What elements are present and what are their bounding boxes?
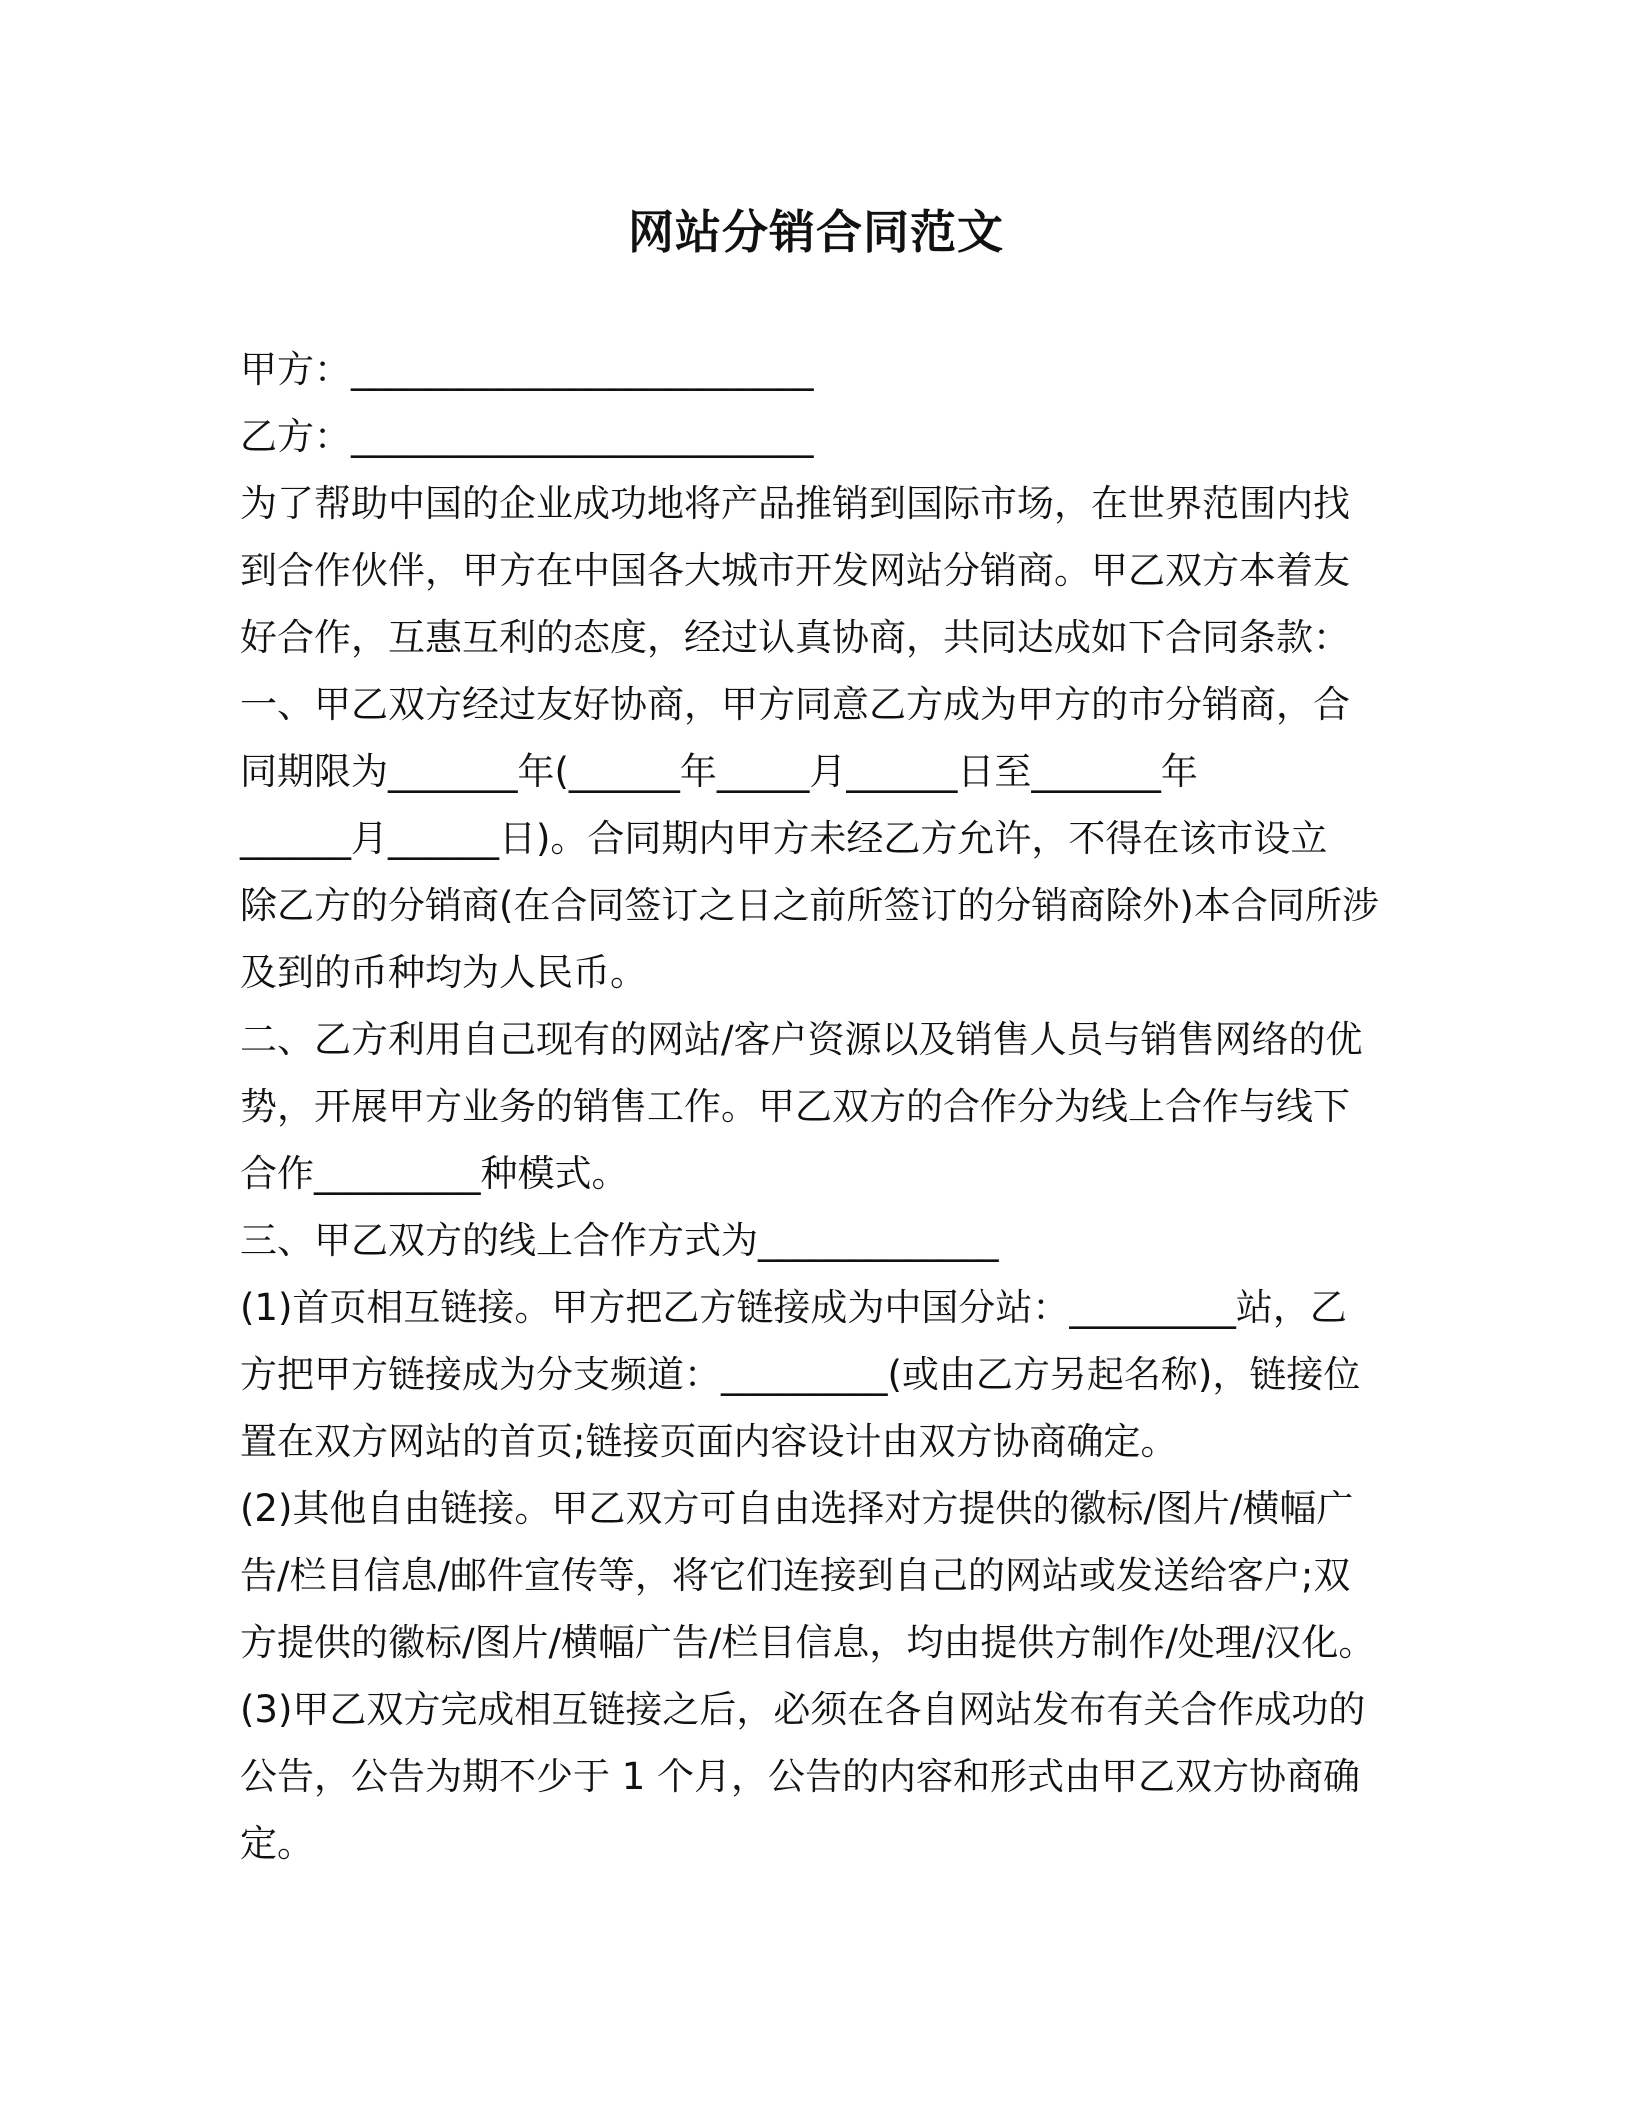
clause-1-line-2: 同期限为_______年(______年_____月______日至_______年 — [240, 750, 1198, 793]
preamble-line-2: 到合作伙伴，甲方在中国各大城市开发网站分销商。甲乙双方本着友 — [240, 549, 1350, 592]
clause-1-line-3: ______月______日)。合同期内甲方未经乙方允许，不得在该市设立 — [240, 817, 1328, 860]
clause-3-item-3-line-1: (3)甲乙双方完成相互链接之后，必须在各自网站发布有关合作成功的 — [240, 1688, 1366, 1731]
clause-3-item-2-line-3: 方提供的徽标/图片/横幅广告/栏目信息，均由提供方制作/处理/汉化。 — [240, 1621, 1376, 1664]
clause-3-item-1-line-1: (1)首页相互链接。甲方把乙方链接成为中国分站：_________站，乙 — [240, 1286, 1347, 1329]
clause-3-item-3-line-2: 公告，公告为期不少于 1 个月，公告的内容和形式由甲乙双方协商确 — [240, 1755, 1361, 1798]
clause-3-item-3-line-3: 定。 — [240, 1822, 314, 1865]
preamble-line-3: 好合作，互惠互利的态度，经过认真协商，共同达成如下合同条款： — [240, 616, 1350, 659]
clause-2-line-1: 二、乙方利用自己现有的网站/客户资源以及销售人员与销售网络的优 — [240, 1018, 1363, 1061]
clause-1-line-4: 除乙方的分销商(在合同签订之日之前所签订的分销商除外)本合同所涉 — [240, 884, 1379, 927]
clause-1-line-5: 及到的币种均为人民币。 — [240, 951, 647, 994]
preamble-line-1: 为了帮助中国的企业成功地将产品推销到国际市场，在世界范围内找 — [240, 482, 1350, 525]
clause-3-item-1-line-3: 置在双方网站的首页;链接页面内容设计由双方协商确定。 — [240, 1420, 1178, 1463]
clause-1-line-1: 一、甲乙双方经过友好协商，甲方同意乙方成为甲方的市分销商，合 — [240, 683, 1350, 726]
clause-3-item-2-line-1: (2)其他自由链接。甲乙双方可自由选择对方提供的徽标/图片/横幅广 — [240, 1487, 1354, 1530]
party-b-line: 乙方：_________________________ — [240, 415, 814, 458]
clause-3-line-1: 三、甲乙双方的线上合作方式为_____________ — [240, 1219, 999, 1262]
clause-3-item-2-line-2: 告/栏目信息/邮件宣传等，将它们连接到自己的网站或发送给客户;双 — [240, 1554, 1351, 1597]
document-title: 网站分销合同范文 — [628, 205, 1004, 259]
clause-3-item-1-line-2: 方把甲方链接成为分支频道：_________(或由乙方另起名称)，链接位 — [240, 1353, 1361, 1396]
document-body — [240, 336, 1400, 1877]
clause-2-line-2: 势，开展甲方业务的销售工作。甲乙双方的合作分为线上合作与线下 — [240, 1085, 1350, 1128]
party-a-line: 甲方：_________________________ — [240, 348, 814, 391]
clause-2-line-3: 合作_________种模式。 — [240, 1152, 629, 1195]
